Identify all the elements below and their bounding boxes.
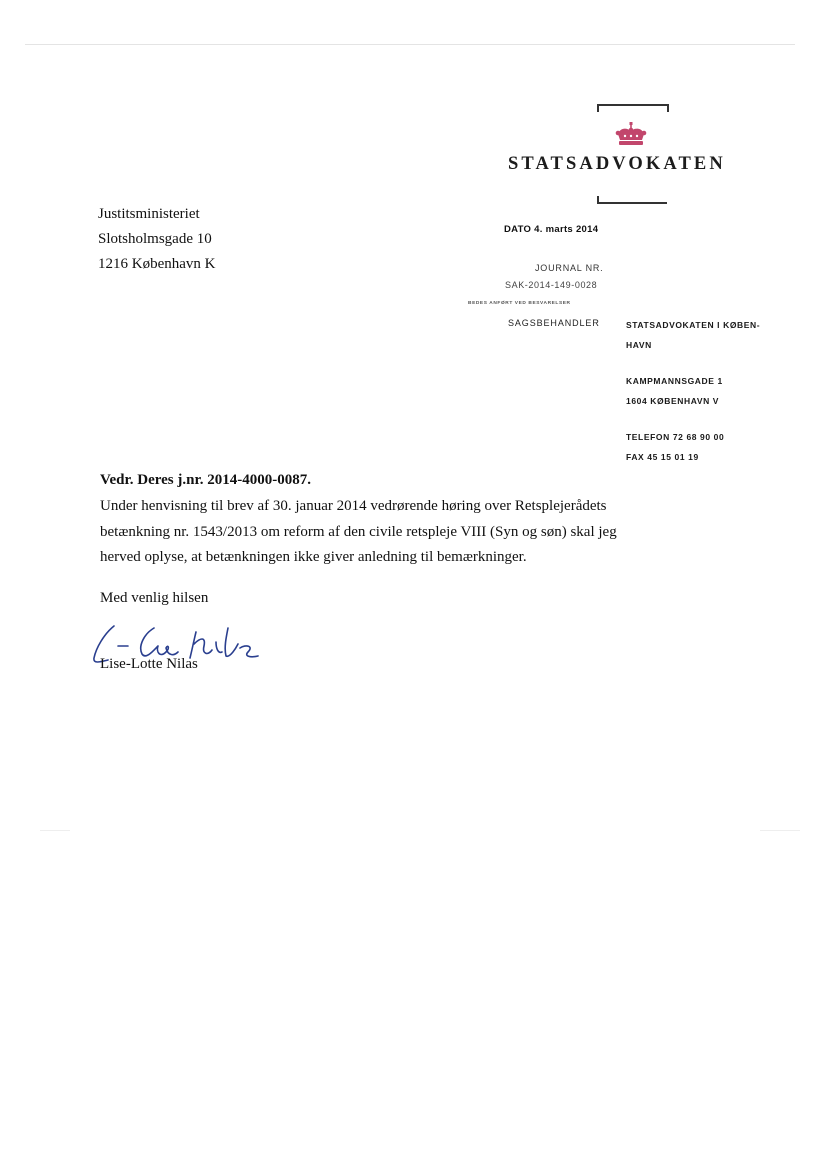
sender-name-line2: HAVN xyxy=(626,340,652,350)
sender-phone: TELEFON 72 68 90 00 xyxy=(626,432,725,442)
body-line: betænkning nr. 1543/2013 om reform af den civile retspleje VIII (Syn og søn) skal jeg xyxy=(100,523,617,540)
journal-number-label: JOURNAL NR. xyxy=(535,263,604,273)
crown-logo-icon xyxy=(614,122,648,148)
body-line: Under henvisning til brev af 30. januar 2014 vedrørende høring over Retsplejerådets xyxy=(100,498,607,514)
closing-greeting: Med venlig hilsen xyxy=(100,590,209,606)
signer-name: Lise-Lotte Nilas xyxy=(100,656,198,672)
recipient-street: Slotsholmsgade 10 xyxy=(98,231,212,247)
letter-subject: Vedr. Deres j.nr. 2014-4000-0087. xyxy=(100,472,311,488)
journal-number: SAK-2014-149-0028 xyxy=(505,280,598,290)
body-line: herved oplyse, at betænkningen ikke giver anledning til bemærkninger. xyxy=(100,549,527,565)
recipient-name: Justitsministeriet xyxy=(98,206,200,222)
letter-body xyxy=(100,494,620,571)
letter-date: DATO 4. marts 2014 xyxy=(504,224,599,235)
reference-notice: BEDES ANFØRT VED BESVARELSER xyxy=(468,301,571,306)
recipient-city: 1216 København K xyxy=(98,256,216,272)
sender-street: KAMPMANNSGADE 1 xyxy=(626,376,723,386)
scan-mark xyxy=(760,830,800,831)
recipient-address xyxy=(98,202,215,277)
letterhead-bracket-top xyxy=(597,104,669,112)
scan-mark xyxy=(40,830,70,831)
letterhead-bracket-bottom xyxy=(597,196,667,204)
sender-name-line1: STATSADVOKATEN I KØBEN- xyxy=(626,320,761,330)
organization-name: STATSADVOKATEN xyxy=(508,154,726,174)
sender-city: 1604 KØBENHAVN V xyxy=(626,396,720,406)
case-handler-label: SAGSBEHANDLER xyxy=(508,318,600,328)
scan-edge-line xyxy=(25,44,795,45)
sender-fax: FAX 45 15 01 19 xyxy=(626,452,699,462)
